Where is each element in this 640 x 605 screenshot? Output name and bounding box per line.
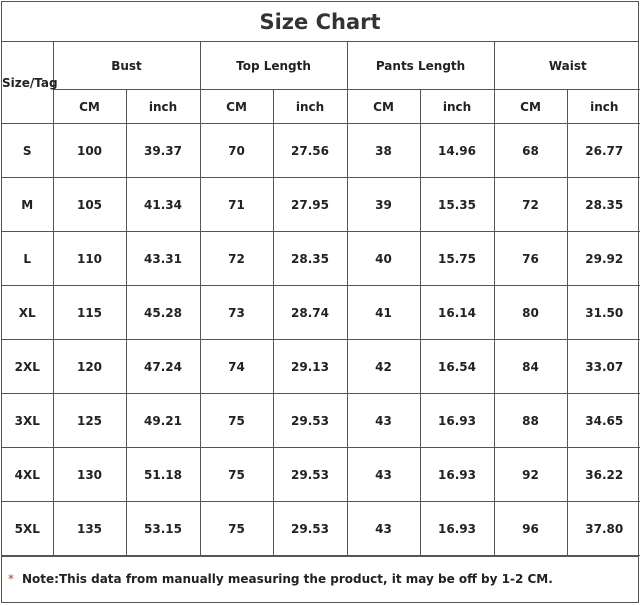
- inch-value-cell: 28.74: [273, 286, 347, 340]
- inch-value-cell: 15.75: [420, 232, 494, 286]
- inch-value-cell: 16.93: [420, 502, 494, 556]
- cm-value-cell: 71: [200, 178, 273, 232]
- inch-value-cell: 29.92: [567, 232, 640, 286]
- size-cell: 4XL: [2, 448, 53, 502]
- unit-header-cm: CM: [53, 90, 126, 124]
- inch-value-cell: 29.53: [273, 502, 347, 556]
- inch-value-cell: 29.13: [273, 340, 347, 394]
- size-cell: L: [2, 232, 53, 286]
- cm-value-cell: 135: [53, 502, 126, 556]
- inch-value-cell: 34.65: [567, 394, 640, 448]
- inch-value-cell: 39.37: [126, 124, 200, 178]
- cm-value-cell: 68: [494, 124, 567, 178]
- size-chart: [1, 1, 639, 603]
- cm-value-cell: 42: [347, 340, 420, 394]
- group-header-bust: Bust: [53, 42, 200, 90]
- unit-header-cm: CM: [200, 90, 273, 124]
- cm-value-cell: 100: [53, 124, 126, 178]
- note-text: Note:This data from manually measuring the product, it may be off by 1-2 CM.: [22, 572, 553, 586]
- inch-value-cell: 14.96: [420, 124, 494, 178]
- chart-title: Size Chart: [2, 2, 638, 42]
- cm-value-cell: 43: [347, 448, 420, 502]
- inch-value-cell: 49.21: [126, 394, 200, 448]
- cm-value-cell: 96: [494, 502, 567, 556]
- cm-value-cell: 76: [494, 232, 567, 286]
- cm-value-cell: 72: [494, 178, 567, 232]
- cm-value-cell: 43: [347, 394, 420, 448]
- inch-value-cell: 28.35: [273, 232, 347, 286]
- cm-value-cell: 74: [200, 340, 273, 394]
- inch-value-cell: 16.54: [420, 340, 494, 394]
- group-header-waist: Waist: [494, 42, 640, 90]
- table-row: [2, 448, 640, 502]
- cm-value-cell: 115: [53, 286, 126, 340]
- cm-value-cell: 120: [53, 340, 126, 394]
- inch-value-cell: 28.35: [567, 178, 640, 232]
- size-cell: XL: [2, 286, 53, 340]
- table-row: [2, 124, 640, 178]
- inch-value-cell: 26.77: [567, 124, 640, 178]
- cm-value-cell: 75: [200, 448, 273, 502]
- header-row-units: [2, 90, 640, 124]
- size-cell: M: [2, 178, 53, 232]
- size-tag-header: Size/Tag: [2, 42, 53, 124]
- cm-value-cell: 38: [347, 124, 420, 178]
- inch-value-cell: 27.95: [273, 178, 347, 232]
- size-cell: S: [2, 124, 53, 178]
- cm-value-cell: 130: [53, 448, 126, 502]
- size-cell: 3XL: [2, 394, 53, 448]
- inch-value-cell: 27.56: [273, 124, 347, 178]
- table-row: [2, 178, 640, 232]
- table-row: [2, 340, 640, 394]
- cm-value-cell: 105: [53, 178, 126, 232]
- inch-value-cell: 16.93: [420, 448, 494, 502]
- inch-value-cell: 37.80: [567, 502, 640, 556]
- inch-value-cell: 31.50: [567, 286, 640, 340]
- cm-value-cell: 72: [200, 232, 273, 286]
- inch-value-cell: 45.28: [126, 286, 200, 340]
- cm-value-cell: 41: [347, 286, 420, 340]
- size-table: [2, 42, 640, 556]
- inch-value-cell: 41.34: [126, 178, 200, 232]
- cm-value-cell: 43: [347, 502, 420, 556]
- cm-value-cell: 88: [494, 394, 567, 448]
- cm-value-cell: 75: [200, 502, 273, 556]
- inch-value-cell: 36.22: [567, 448, 640, 502]
- unit-header-inch: inch: [273, 90, 347, 124]
- unit-header-cm: CM: [494, 90, 567, 124]
- table-body: [2, 124, 640, 556]
- cm-value-cell: 40: [347, 232, 420, 286]
- cm-value-cell: 92: [494, 448, 567, 502]
- table-row: [2, 286, 640, 340]
- cm-value-cell: 80: [494, 286, 567, 340]
- table-row: [2, 502, 640, 556]
- inch-value-cell: 16.93: [420, 394, 494, 448]
- table-row: [2, 232, 640, 286]
- table-row: [2, 394, 640, 448]
- size-cell: 2XL: [2, 340, 53, 394]
- cm-value-cell: 70: [200, 124, 273, 178]
- cm-value-cell: 39: [347, 178, 420, 232]
- size-cell: 5XL: [2, 502, 53, 556]
- inch-value-cell: 53.15: [126, 502, 200, 556]
- unit-header-inch: inch: [420, 90, 494, 124]
- group-header-pants-length: Pants Length: [347, 42, 494, 90]
- unit-header-inch: inch: [126, 90, 200, 124]
- inch-value-cell: 15.35: [420, 178, 494, 232]
- inch-value-cell: 47.24: [126, 340, 200, 394]
- inch-value-cell: 51.18: [126, 448, 200, 502]
- cm-value-cell: 75: [200, 394, 273, 448]
- inch-value-cell: 29.53: [273, 394, 347, 448]
- cm-value-cell: 125: [53, 394, 126, 448]
- group-header-top-length: Top Length: [200, 42, 347, 90]
- cm-value-cell: 73: [200, 286, 273, 340]
- inch-value-cell: 43.31: [126, 232, 200, 286]
- inch-value-cell: 29.53: [273, 448, 347, 502]
- cm-value-cell: 84: [494, 340, 567, 394]
- inch-value-cell: 16.14: [420, 286, 494, 340]
- inch-value-cell: 33.07: [567, 340, 640, 394]
- unit-header-inch: inch: [567, 90, 640, 124]
- measurement-note: [2, 556, 638, 601]
- note-asterisk: *: [8, 572, 14, 586]
- header-row-groups: [2, 42, 640, 90]
- cm-value-cell: 110: [53, 232, 126, 286]
- unit-header-cm: CM: [347, 90, 420, 124]
